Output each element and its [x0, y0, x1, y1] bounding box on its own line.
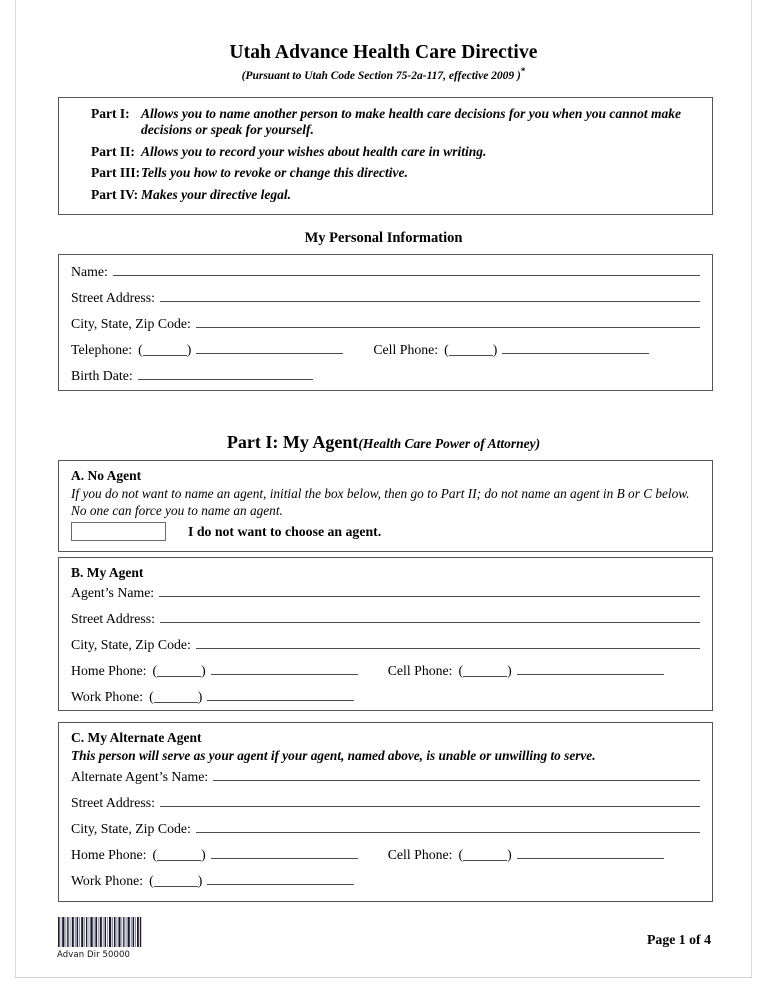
alternate-home-phone-label: Home Phone: [71, 846, 147, 862]
alternate-street-address-label: Street Address: [71, 794, 155, 810]
street-address-label: Street Address: [71, 290, 155, 305]
parts-summary-box [58, 97, 713, 215]
name-input-line[interactable] [113, 262, 700, 276]
alternate-home-phone-input-line[interactable] [211, 845, 358, 859]
field-row-alternate-work-phone [71, 871, 700, 897]
part-description: Allows you to name another person to make health care decisions for you when you cannot make decisions or speak for yourself. [141, 106, 682, 138]
telephone-area-code[interactable]: ( ) [138, 342, 192, 357]
section-c-alternate-agent-box [58, 722, 713, 902]
alternate-agent-name-input-line[interactable] [213, 767, 700, 781]
part-label: Part III: [91, 165, 141, 181]
agent-work-phone-input-line[interactable] [207, 687, 354, 701]
agent-home-phone-area-code[interactable]: ( ) [152, 663, 206, 679]
alternate-agent-name-label: Alternate Agent’s Name: [71, 768, 209, 784]
cell-phone-input-line[interactable] [502, 340, 649, 354]
field-row-agent-work-phone [71, 687, 700, 713]
page-number: Page 1 of 4 [647, 932, 711, 947]
field-row-alternate-agent-name [71, 767, 700, 793]
parts-summary-row [69, 106, 702, 139]
page-subtitle-text: (Pursuant to Utah Code Section 75-2a-117, effective 2009 ) [241, 70, 521, 83]
footnote-marker: * [520, 66, 526, 77]
cell-phone-label: Cell Phone: [373, 342, 439, 357]
agent-name-input-line[interactable] [159, 583, 700, 597]
personal-information-box [58, 254, 713, 391]
section-a-title: A. No Agent [71, 468, 142, 483]
field-row-city-state-zip [71, 314, 700, 340]
name-label: Name: [71, 264, 108, 279]
alternate-cell-phone-area-code[interactable]: ( ) [458, 846, 512, 862]
birth-date-input-line[interactable] [138, 366, 313, 380]
alternate-work-phone-area-code[interactable]: ( ) [149, 872, 203, 888]
personal-information-heading: My Personal Information [304, 230, 463, 246]
telephone-label: Telephone: [71, 342, 133, 357]
field-row-name [71, 262, 700, 288]
agent-cell-phone-input-line[interactable] [517, 661, 664, 675]
agent-cell-phone-label: Cell Phone: [387, 663, 453, 679]
alternate-work-phone-label: Work Phone: [71, 872, 144, 888]
telephone-input-line[interactable] [196, 340, 343, 354]
agent-home-phone-input-line[interactable] [211, 661, 358, 675]
field-row-street-address [71, 288, 700, 314]
part-label: Part IV: [91, 186, 139, 202]
parts-summary-row [69, 187, 702, 203]
alternate-cell-phone-label: Cell Phone: [387, 846, 453, 862]
part-one-heading-sub: (Health Care Power of Attorney) [358, 436, 541, 451]
field-row-phones [71, 340, 700, 366]
agent-home-phone-label: Home Phone: [71, 663, 147, 679]
section-c-note: This person will serve as your agent if your agent, named above, is unable or unwilling to serve. [71, 748, 596, 764]
agent-city-state-zip-label: City, State, Zip Code: [71, 637, 191, 653]
field-row-agent-phones [71, 661, 700, 687]
section-c-title: C. My Alternate Agent [71, 730, 202, 745]
parts-summary-row [69, 144, 702, 160]
page-subtitle [16, 67, 751, 82]
city-state-zip-label: City, State, Zip Code: [71, 316, 191, 331]
section-a-note: If you do not want to name an agent, initial the box below, then go to Part II; do not name an agent in B or C below. No one can force you to name an agent. [71, 486, 690, 518]
cell-phone-area-code[interactable]: ( ) [444, 342, 498, 357]
agent-street-address-label: Street Address: [71, 611, 155, 627]
alternate-city-state-zip-input-line[interactable] [196, 819, 700, 833]
alternate-work-phone-input-line[interactable] [207, 871, 354, 885]
city-state-zip-input-line[interactable] [196, 314, 700, 328]
barcode-icon [57, 917, 143, 947]
field-row-birth-date [71, 366, 700, 392]
part-one-heading-main: Part I: My Agent [226, 432, 359, 452]
agent-name-label: Agent’s Name: [71, 585, 155, 601]
page-title: Utah Advance Health Care Directive [229, 42, 538, 63]
section-b-my-agent-box [58, 557, 713, 711]
part-description: Allows you to record your wishes about health care in writing. [141, 143, 487, 159]
alternate-cell-phone-input-line[interactable] [517, 845, 664, 859]
part-label: Part II: [91, 143, 135, 159]
street-address-input-line[interactable] [160, 288, 700, 302]
section-a-initial-row [71, 522, 700, 541]
alternate-city-state-zip-label: City, State, Zip Code: [71, 820, 191, 836]
part-label: Part I: [91, 106, 130, 121]
parts-summary-row [69, 165, 702, 181]
field-row-agent-city-state-zip [71, 635, 700, 661]
agent-street-address-input-line[interactable] [160, 609, 700, 623]
field-row-alternate-city-state-zip [71, 819, 700, 845]
barcode-area [57, 917, 143, 960]
alternate-street-address-input-line[interactable] [160, 793, 700, 807]
no-agent-initial-label: I do not want to choose an agent. [188, 523, 382, 539]
agent-work-phone-label: Work Phone: [71, 689, 144, 705]
section-a-no-agent-box [58, 460, 713, 552]
field-row-alternate-phones [71, 845, 700, 871]
field-row-agent-name [71, 583, 700, 609]
agent-cell-phone-area-code[interactable]: ( ) [458, 663, 512, 679]
agent-work-phone-area-code[interactable]: ( ) [149, 689, 203, 705]
section-b-title: B. My Agent [71, 565, 144, 580]
part-description: Tells you how to revoke or change this directive. [141, 165, 408, 181]
field-row-agent-street-address [71, 609, 700, 635]
part-description: Makes your directive legal. [141, 186, 291, 202]
birth-date-label: Birth Date: [71, 368, 133, 383]
barcode-label: Advan Dir 50000 [57, 950, 131, 960]
no-agent-initial-box[interactable] [71, 522, 166, 541]
agent-city-state-zip-input-line[interactable] [196, 635, 700, 649]
document-page [15, 0, 752, 978]
field-row-alternate-street-address [71, 793, 700, 819]
alternate-home-phone-area-code[interactable]: ( ) [152, 846, 206, 862]
part-one-heading [16, 432, 751, 453]
